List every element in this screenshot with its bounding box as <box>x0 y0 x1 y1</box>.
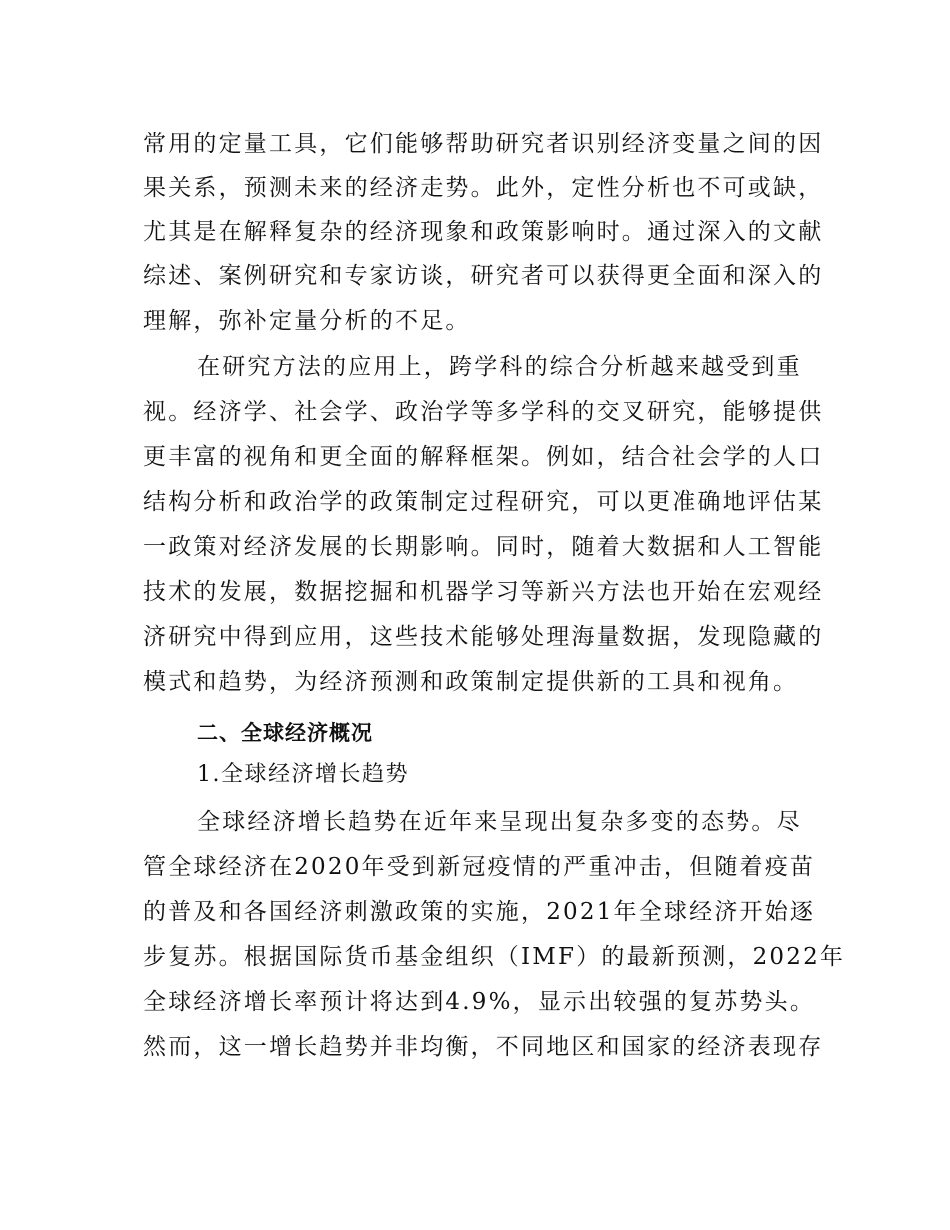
body-text-line: 理解，弥补定量分析的不足。 <box>143 308 471 334</box>
body-text-line: 的普及和各国经济刺激政策的实施，2021年全球经济开始逐 <box>143 899 816 925</box>
body-text-line: 综述、案例研究和专家访谈，研究者可以获得更全面和深入的 <box>143 263 824 289</box>
body-text-line: 济研究中得到应用，这些技术能够处理海量数据，发现隐藏的 <box>143 624 824 650</box>
paragraph-first-line: 全球经济增长趋势在近年来呈现出复杂多变的态势。尽 <box>197 809 802 835</box>
body-text-line: 一政策对经济发展的长期影响。同时，随着大数据和人工智能 <box>143 534 824 560</box>
body-text-line: 常用的定量工具，它们能够帮助研究者识别经济变量之间的因 <box>143 131 824 157</box>
body-text-line: 果关系，预测未来的经济走势。此外，定性分析也不可或缺， <box>143 175 824 201</box>
body-text-line: 然而，这一增长趋势并非均衡，不同地区和国家的经济表现存 <box>143 1034 824 1060</box>
section-heading: 二、全球经济概况 <box>197 721 373 745</box>
body-text-line: 更丰富的视角和更全面的解释框架。例如，结合社会学的人口 <box>143 444 824 470</box>
body-text-line: 技术的发展，数据挖掘和机器学习等新兴方法也开始在宏观经 <box>143 579 824 605</box>
body-text-line: 管全球经济在2020年受到新冠疫情的严重冲击，但随着疫苗 <box>143 854 816 880</box>
paragraph-first-line: 在研究方法的应用上，跨学科的综合分析越来越受到重 <box>197 354 802 380</box>
body-text-line: 视。经济学、社会学、政治学等多学科的交叉研究，能够提供 <box>143 399 824 425</box>
subsection-heading: 1.全球经济增长趋势 <box>197 762 409 787</box>
body-text-line: 结构分析和政治学的政策制定过程研究，可以更准确地评估某 <box>143 489 824 515</box>
body-text-line: 尤其是在解释复杂的经济现象和政策影响时。通过深入的文献 <box>143 219 824 245</box>
body-text-line: 步复苏。根据国际货币基金组织（IMF）的最新预测，2022年 <box>143 944 846 970</box>
body-text-line: 模式和趋势，为经济预测和政策制定提供新的工具和视角。 <box>143 669 799 695</box>
body-text-line: 全球经济增长率预计将达到4.9%，显示出较强的复苏势头。 <box>143 989 816 1015</box>
